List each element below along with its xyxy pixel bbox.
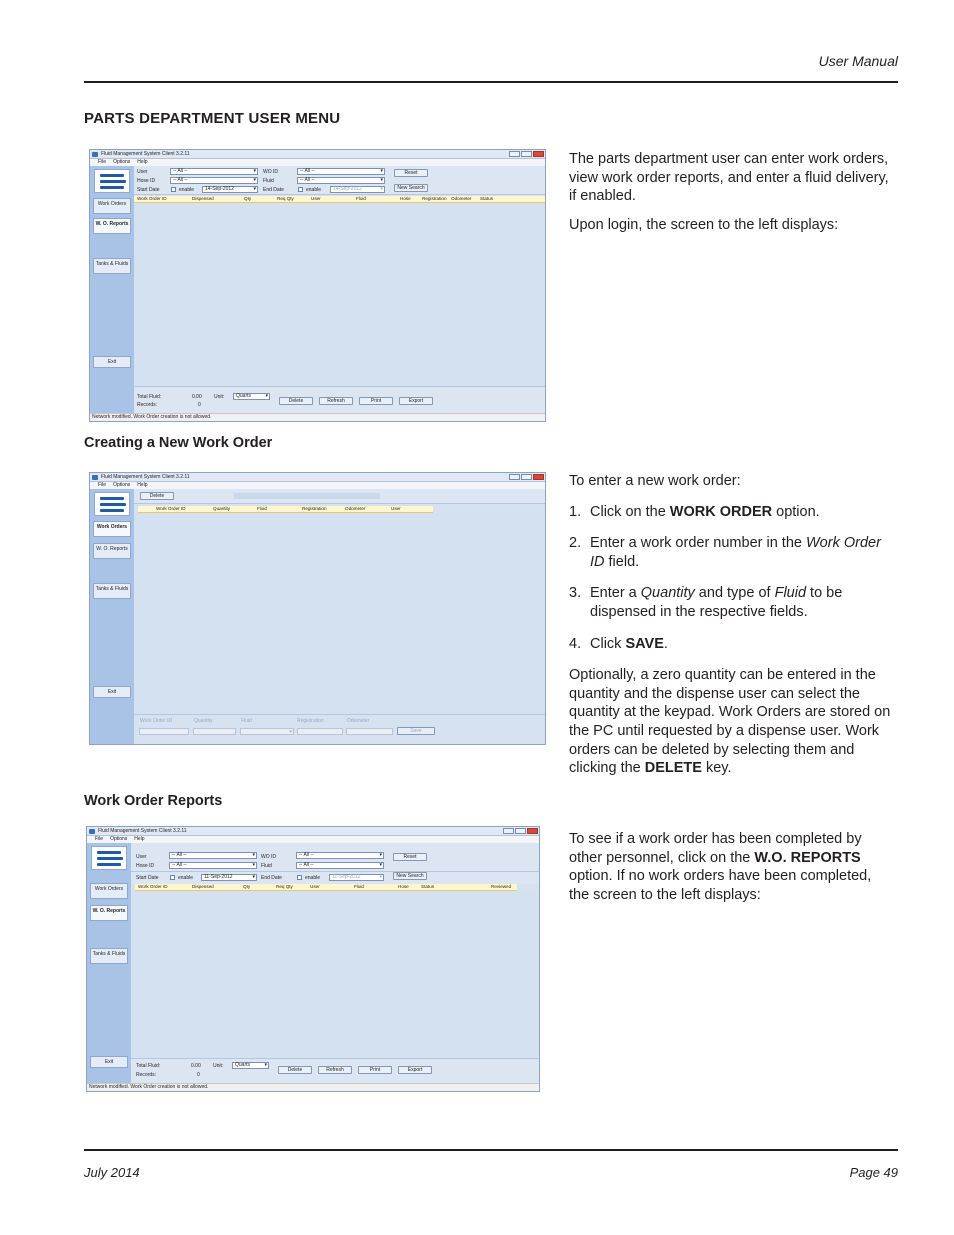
entry-label-odometer: Odometer [347,718,370,724]
footer-page-number: Page 49 [849,1165,898,1180]
app-screenshot-work-orders [89,472,546,745]
nav-wo-reports[interactable]: W. O. Reports [93,543,131,559]
new-search-button[interactable]: New Search [394,184,428,192]
footer-rule [84,1149,898,1151]
start-date-picker[interactable]: 11-Sep-2012 ▾ [201,874,257,881]
bottom-toolbar [134,386,545,413]
start-date-label: Start Date [137,187,160,193]
app-logo-icon [89,829,95,834]
delete-button[interactable]: Delete [278,1066,312,1074]
nav-work-orders[interactable]: Work Orders [90,883,128,899]
report-grid[interactable] [134,203,545,386]
work-order-grid[interactable] [134,513,545,714]
hose-select[interactable]: -- All -- ▾ [169,862,257,869]
section-heading-parts-menu: PARTS DEPARTMENT USER MENU [84,110,341,127]
start-enable-label: enable [179,187,195,193]
section-heading-new-work-order: Creating a New Work Order [84,435,273,451]
end-enable-checkbox[interactable] [297,875,302,880]
window-titlebar [90,150,545,159]
menu-help[interactable]: Help [137,159,148,165]
close-icon[interactable] [533,474,544,480]
hose-label: Hose ID [137,178,156,184]
start-enable-label: enable [178,875,194,881]
step-4: 4. Click SAVE. [569,635,668,652]
quantity-input[interactable] [193,728,236,735]
section2-intro: To enter a new work order: [569,473,741,489]
nav-wo-reports[interactable]: W. O. Reports [90,905,128,921]
unit-select[interactable]: Quarts ▾ [232,1062,269,1069]
nav-tanks-fluids[interactable]: Tanks & Fluids [93,258,131,274]
step-3: 3. Enter a Quantity and type of Fluid to be dispensed in the respective fields. [569,585,843,620]
menu-options[interactable]: Options [113,159,131,165]
end-date-picker[interactable]: 11-Sep-2012 ▾ [329,874,384,881]
maximize-icon[interactable] [521,151,532,157]
nav-work-orders[interactable]: Work Orders [93,521,131,537]
entry-label-fluid: Fluid [241,718,252,724]
entry-label-quantity: Quantity [194,718,213,724]
user-select[interactable]: -- All -- ▾ [169,852,257,859]
bottom-toolbar [131,1058,539,1083]
end-date-label: End Date [263,187,284,193]
sidebar [90,489,134,744]
menu-file[interactable]: File [98,482,107,488]
document-header: User Manual [818,53,898,69]
odometer-input[interactable] [346,728,393,735]
woid-label: WO ID [263,169,278,175]
sidebar [87,843,131,1091]
nav-work-orders[interactable]: Work Orders [93,198,131,214]
section3-paragraph: To see if a work order has been completed by other personnel, click on the W.O. REPORTS option. If no work orders have been completed, the screen to the left displays: [569,831,872,903]
total-fluid-value: 0.00 [192,394,202,400]
refresh-button[interactable]: Refresh [319,397,353,405]
date-filter-row [131,872,539,884]
end-enable-label: enable [305,875,321,881]
records-label: Records: [137,402,158,408]
menu-help[interactable]: Help [137,482,148,488]
records-label: Records: [136,1072,157,1078]
records-value: 0 [198,402,201,408]
section1-paragraph-1: The parts department user can enter work orders, view work order reports, and enter a fluid delivery, if enabled. [569,151,889,205]
window-titlebar [90,473,545,482]
fluid-label: Fluid [261,863,272,869]
start-enable-checkbox[interactable] [171,187,176,192]
status-bar: Network modified. Work Order creation is not allowed. [90,413,545,421]
fluid-select[interactable]: -- All -- ▾ [296,862,384,869]
section2-paragraph: Optionally, a zero quantity can be entered in the quantity and the dispense user can select the quantity at the keypad. Work Orders are stored on the PC until requested by a dispense user. Work orders can be deleted by selecting them and clicking the DELETE key. [569,667,891,777]
window-titlebar [87,827,539,836]
maximize-icon[interactable] [521,474,532,480]
fluid-select[interactable]: -- All -- ▾ [297,177,385,184]
work-order-toolbar [134,489,545,504]
export-button[interactable]: Export [399,397,433,405]
menu-help[interactable]: Help [134,836,145,842]
start-date-label: Start Date [136,875,159,881]
nav-tanks-fluids[interactable]: Tanks & Fluids [90,948,128,964]
nav-exit[interactable]: Exit [93,686,131,698]
save-button[interactable]: Save [397,727,435,735]
minimize-icon[interactable] [503,828,514,834]
menubar [87,836,539,843]
delete-button[interactable]: Delete [279,397,313,405]
delete-work-order-button[interactable]: Delete [140,492,174,500]
woid-label: WO ID [261,854,276,860]
user-label: User [136,854,147,860]
chevron-down-icon: ▾ [289,729,292,735]
app-screenshot-main [89,149,546,422]
entry-label-registration: Registration [297,718,324,724]
end-date-label: End Date [261,875,282,881]
sidebar [90,166,134,421]
new-search-button[interactable]: New Search [393,872,427,880]
menubar [90,482,545,489]
header-rule [84,81,898,83]
unit-select[interactable]: Quarts ▾ [233,393,270,400]
window-title: Fluid Management System Client 3.2.11 [98,828,187,834]
steps-list [569,503,895,654]
app-logo-icon [92,152,98,157]
close-icon[interactable] [527,828,538,834]
section-heading-wo-reports: Work Order Reports [84,793,223,809]
nav-exit[interactable]: Exit [90,1056,128,1068]
step-2: 2. Enter a work order number in the Work Order ID field. [569,535,881,570]
status-bar: Network modified. Work Order creation is not allowed. [87,1083,539,1091]
brand-logo [91,846,127,870]
app-screenshot-wo-reports [86,826,540,1092]
menu-file[interactable]: File [95,836,104,842]
menu-file[interactable]: File [98,159,107,165]
total-fluid-label: Total Fluid: [136,1063,161,1069]
app-logo-icon [92,475,98,480]
report-column-header: Work Order ID Dispensed Qty Req Qty User Fluid Hose Registration Odometer Status [134,196,545,203]
woid-select[interactable]: -- All -- ▾ [296,852,384,859]
work-order-id-input[interactable] [139,728,189,735]
print-button[interactable]: Print [359,397,393,405]
maximize-icon[interactable] [515,828,526,834]
brand-logo [94,169,130,193]
start-enable-checkbox[interactable] [170,875,175,880]
user-label: User [137,169,148,175]
user-select[interactable]: -- All -- ▾ [170,168,258,175]
refresh-button[interactable]: Refresh [318,1066,352,1074]
menu-options[interactable]: Options [110,836,128,842]
report-grid[interactable] [131,891,539,1058]
menu-options[interactable]: Options [113,482,131,488]
entry-label-woid: Work Order ID [140,718,173,724]
work-order-entry-panel [134,714,545,744]
minimize-icon[interactable] [509,151,520,157]
window-title: Fluid Management System Client 3.2.11 [101,151,190,157]
hose-select[interactable]: -- All -- ▾ [170,177,258,184]
work-order-column-header: Work Order ID Quantity Fluid Registration Odometer User [138,506,433,513]
nav-exit[interactable]: Exit [93,356,131,368]
registration-input[interactable] [297,728,343,735]
filter-panel [134,166,545,195]
end-enable-label: enable [306,187,322,193]
end-date-picker[interactable]: 14-Sep-2012 ▾ [330,186,385,193]
hose-label: Hose ID [136,863,155,869]
section3-text [569,830,895,914]
window-title: Fluid Management System Client 3.2.11 [101,474,190,480]
nav-tanks-fluids[interactable]: Tanks & Fluids [93,583,131,599]
report-column-header: Work Order ID Dispensed Qty Req Qty User Fluid Hose Status Reviewed [135,884,517,891]
fluid-label: Fluid [263,178,274,184]
close-icon[interactable] [533,151,544,157]
fluid-select[interactable] [240,728,294,735]
start-date-picker[interactable]: 14-Sep-2012 ▾ [202,186,258,193]
unit-label: Unit: [214,394,225,400]
footer-date: July 2014 [84,1165,140,1180]
section2-text [569,472,895,788]
print-button[interactable]: Print [358,1066,392,1074]
filter-panel [131,843,539,872]
minimize-icon[interactable] [509,474,520,480]
brand-logo [94,492,130,516]
total-fluid-label: Total Fluid: [137,394,162,400]
section1-text [569,150,895,244]
export-button[interactable]: Export [398,1066,432,1074]
step-1: 1. Click on the WORK ORDER option. [569,503,820,520]
woid-select[interactable]: -- All -- ▾ [297,168,385,175]
nav-wo-reports[interactable]: W. O. Reports [93,218,131,234]
unit-label: Unit: [213,1063,224,1069]
reset-button[interactable]: Reset [393,853,427,861]
records-value: 0 [197,1072,200,1078]
menubar [90,159,545,166]
reset-button[interactable]: Reset [394,169,428,177]
end-enable-checkbox[interactable] [298,187,303,192]
total-fluid-value: 0.00 [191,1063,201,1069]
section1-paragraph-2: Upon login, the screen to the left displays: [569,216,839,233]
